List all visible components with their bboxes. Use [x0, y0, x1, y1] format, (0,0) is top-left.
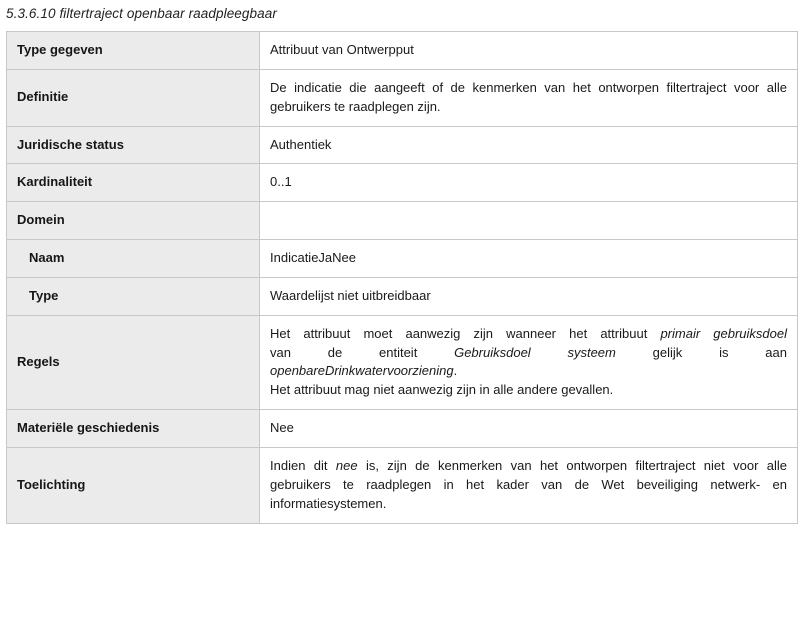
regels-text-2c: entiteit: [379, 344, 418, 360]
row-value-definitie: De indicatie die aangeeft of de kenmerken van het ontworpen filtertraject voor alle gebruikers te raadplegen zijn.: [260, 69, 798, 126]
row-value-regels: [260, 315, 798, 409]
row-label-definitie: Definitie: [7, 69, 260, 126]
row-label-type-gegeven: Type gegeven: [7, 32, 260, 70]
row-value-materiele-geschiedenis: Nee: [260, 410, 798, 448]
row-label-domein: Domein: [7, 202, 260, 240]
table-row: [7, 126, 798, 164]
row-value-type-gegeven: Attribuut van Ontwerpput: [260, 32, 798, 70]
regels-line-2: [270, 344, 787, 363]
regels-line-4: Het attribuut mag niet aanwezig zijn in alle andere gevallen.: [270, 382, 614, 398]
table-row: [7, 277, 798, 315]
table-row: [7, 32, 798, 70]
toelichting-text-1: Indien dit: [270, 457, 336, 473]
table-row: [7, 315, 798, 409]
table-row: [7, 240, 798, 278]
row-value-type: Waardelijst niet uitbreidbaar: [260, 277, 798, 315]
attribute-spec-table: [6, 31, 798, 524]
regels-emphasis-1: primair gebruiksdoel: [660, 325, 787, 341]
table-row: [7, 410, 798, 448]
regels-text-2f: aan: [765, 344, 787, 360]
row-value-domein: [260, 202, 798, 240]
regels-text-1: Het attribuut moet aanwezig zijn wanneer het attribuut: [270, 325, 661, 341]
regels-emphasis-3: openbareDrinkwatervoorziening: [270, 363, 454, 379]
regels-emphasis-2: Gebruiksdoel systeem: [454, 344, 616, 360]
row-value-juridische-status: Authentiek: [260, 126, 798, 164]
toelichting-emphasis: nee: [335, 457, 358, 473]
row-label-juridische-status: Juridische status: [7, 126, 260, 164]
table-body: [7, 32, 798, 524]
table-row: [7, 202, 798, 240]
regels-text-2e: is: [719, 344, 729, 360]
page-title: 5.3.6.10 filtertraject openbaar raadpleegbaar: [6, 6, 277, 21]
row-label-regels: Regels: [7, 315, 260, 409]
row-label-naam: Naam: [7, 240, 260, 278]
row-label-toelichting: Toelichting: [7, 447, 260, 523]
row-value-kardinaliteit: 0..1: [260, 164, 798, 202]
regels-text-2a: van: [270, 344, 291, 360]
regels-text-2b: de: [327, 344, 343, 360]
regels-line-1: [270, 325, 787, 344]
regels-line-3: [270, 362, 787, 381]
row-label-type: Type: [7, 277, 260, 315]
regels-text-3: .: [453, 363, 458, 379]
row-label-materiele-geschiedenis: Materiële geschiedenis: [7, 410, 260, 448]
row-value-toelichting: [260, 447, 798, 523]
row-value-naam: IndicatieJaNee: [260, 240, 798, 278]
table-row: [7, 164, 798, 202]
table-row: [7, 447, 798, 523]
toelichting-text-2: is, zijn de kenmerken van het ontworpen filtertraject niet voor alle gebruikers te raadplegen in het kader van de Wet beveiliging netwerk- en informatiesystemen.: [270, 457, 787, 511]
regels-text-2d: gelijk: [652, 344, 683, 360]
row-label-kardinaliteit: Kardinaliteit: [7, 164, 260, 202]
table-row: [7, 69, 798, 126]
